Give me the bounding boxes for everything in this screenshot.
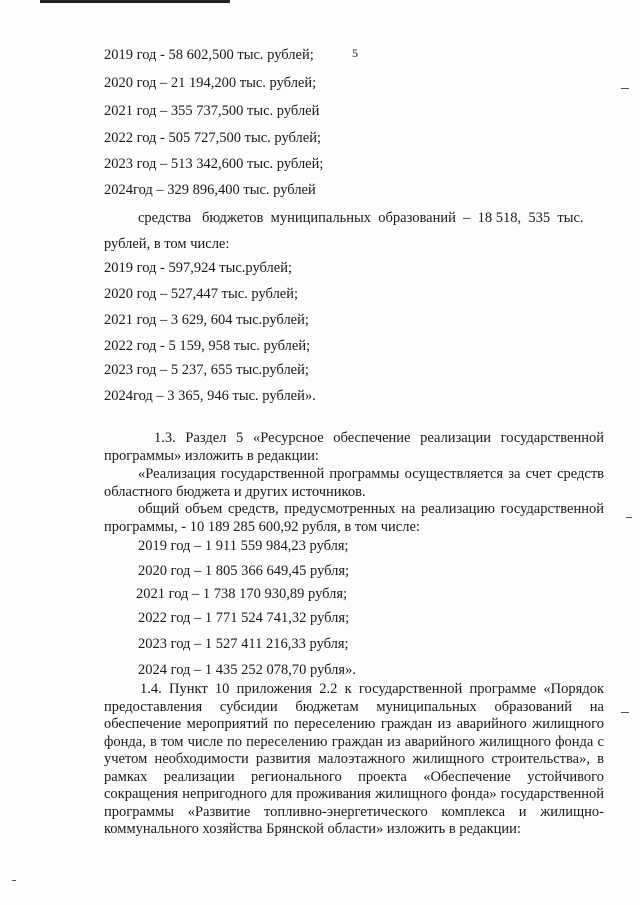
funding-line: 2021 год – 355 737,500 тыс. рублей	[104, 103, 320, 119]
municipal-line: 2024год – 3 365, 946 тыс. рублей».	[104, 388, 316, 404]
funding-line: 2023 год – 513 342,600 тыс. рублей;	[104, 156, 324, 172]
municipal-line: 2022 год - 5 159, 958 тыс. рублей;	[104, 338, 311, 354]
scan-speck	[621, 712, 629, 713]
program-year-line: 2023 год – 1 527 411 216,33 рубля;	[138, 636, 349, 652]
quote-paragraph: «Реализация государственной программы осуществляется за счет средств областного бюджета и других источников.	[104, 466, 604, 500]
program-year-line: 2021 год – 1 738 170 930,89 рубля;	[136, 586, 348, 602]
municipal-line: 2023 год – 5 237, 655 тыс.рублей;	[104, 362, 309, 378]
funding-line: 2022 год - 505 727,500 тыс. рублей;	[104, 130, 321, 146]
municipal-intro: средства бюджетов муниципальных образований – 18 518, 535 тыс.	[138, 210, 584, 226]
municipal-line: 2020 год – 527,447 тыс. рублей;	[104, 286, 299, 302]
funding-line: 2024год – 329 896,400 тыс. рублей	[104, 182, 316, 198]
funding-line: 2020 год – 21 194,200 тыс. рублей;	[104, 75, 317, 91]
section-1-3: 1.3. Раздел 5 «Ресурсное обеспечение реализации государственной программы» изложить в редакции:	[104, 430, 604, 464]
municipal-intro-cont: рублей, в том числе:	[104, 236, 230, 252]
scan-speck	[621, 88, 629, 89]
program-year-line: 2019 год – 1 911 559 984,23 рубля;	[138, 538, 349, 554]
scan-speck	[12, 880, 16, 881]
funding-line: 2019 год - 58 602,500 тыс. рублей;	[104, 47, 314, 63]
scan-edge-mark	[40, 0, 230, 3]
scan-speck	[626, 517, 632, 518]
total-paragraph: общий объем средств, предусмотренных на реализацию государственной программы, - 10 189 285 600,92 рубля, в том числе:	[104, 501, 604, 535]
program-year-line: 2022 год – 1 771 524 741,32 рубля;	[138, 610, 350, 626]
municipal-line: 2021 год – 3 629, 604 тыс.рублей;	[104, 312, 309, 328]
municipal-line: 2019 год - 597,924 тыс.рублей;	[104, 260, 292, 276]
program-year-line: 2024 год – 1 435 252 078,70 рубля».	[138, 662, 356, 678]
page-number: 5	[352, 46, 358, 60]
section-1-4: 1.4. Пункт 10 приложения 2.2 к государственной программе «Порядок предоставления субсидии бюджетам муниципальных образований на обеспечение мероприятий по переселению граждан из аварийного жилищного фонда, в том числе по переселению граждан из аварийного жилищного фонда с учетом необходимости развития малоэтажного жилищного строительства», в рамках реализации регионального проекта «Обеспечение устойчивого сокращения непригодного для проживания жилищного фонда» государственной программы «Развитие топливно-энергетического комплекса и жилищно-коммунального хозяйства Брянской области» изложить в редакции:	[104, 681, 604, 837]
program-year-line: 2020 год – 1 805 366 649,45 рубля;	[138, 563, 350, 579]
